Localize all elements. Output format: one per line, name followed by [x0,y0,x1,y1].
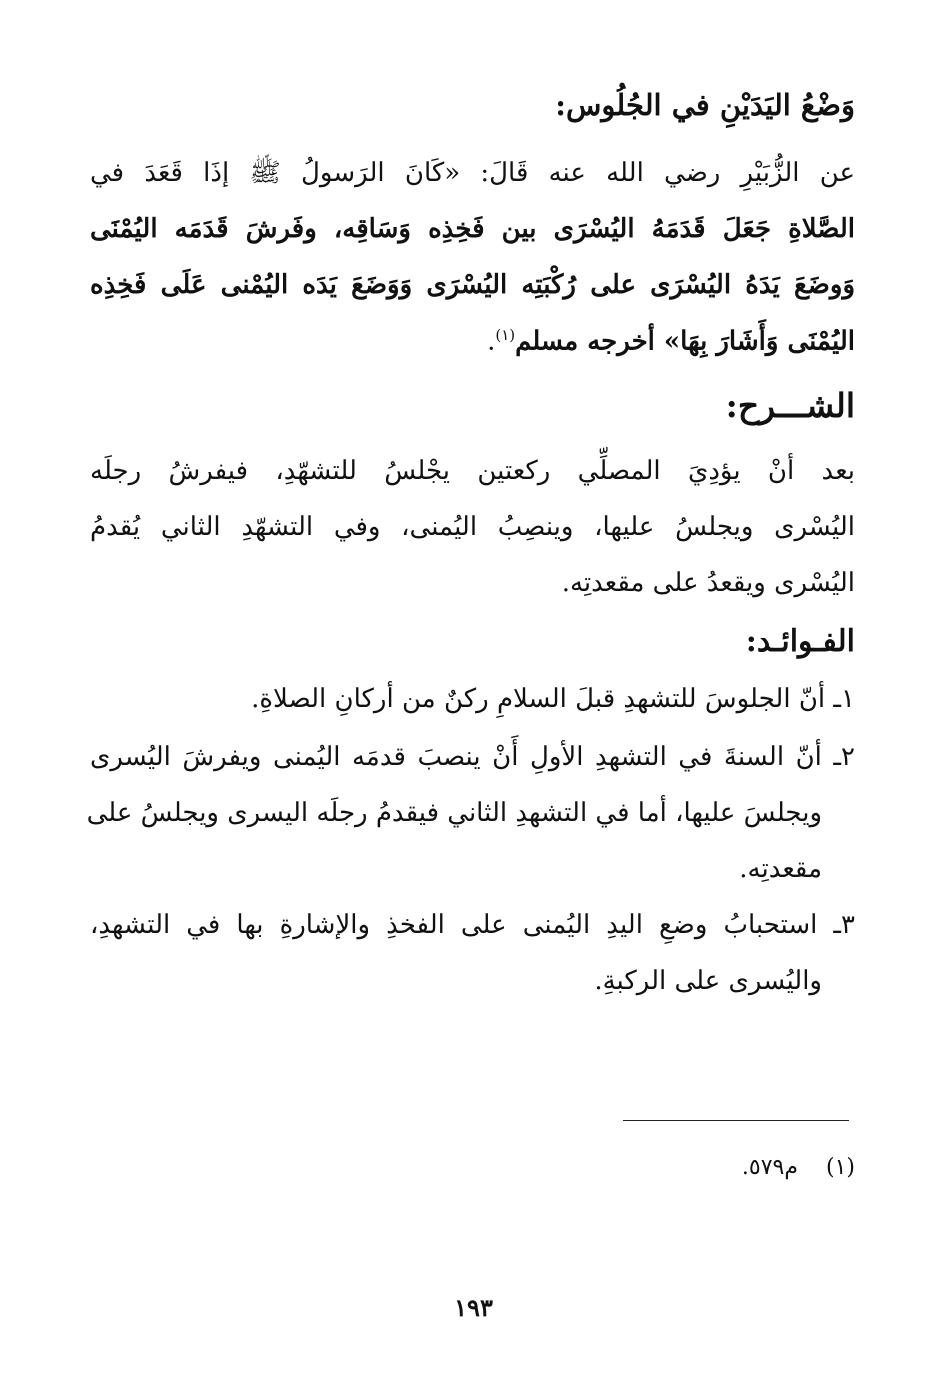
benefit-item-3-line-1: ٣ـ استحبابُ وضعِ اليدِ اليُمنى على الفخذِ والإشارةِ بها في التشهدِ، [90,910,855,940]
footnote-marker: (١) [825,1155,855,1180]
explanation-line-2: اليُسْرى ويجلسُ عليها، وينصِبُ اليُمنى، وفي التشهّدِ الثاني يُقدمُ [90,512,855,542]
hadith-line-4 [90,328,855,355]
footnote-ref[interactable]: (١) [495,326,516,344]
footnote [555,1155,855,1180]
section-heading-benefits: الفـوائـد: [745,624,855,659]
section-heading-hands-position: وَضْعُ اليَدَيْنِ في الجُلُوس: [555,88,855,122]
benefit-item-2-line-3: مقعدتِه. [739,854,822,884]
benefit-item-3-line-2: واليُسرى على الركبةِ. [594,966,822,996]
explanation-line-1: بعد أنْ يؤدِيَ المصلِّي ركعتين يجْلسُ للتشهّدِ، فيفرشُ رجلَه [90,456,855,486]
page-number: ١٩٣ [454,1293,493,1322]
hadith-line-1-text: عن الزُّبَيْرِ رضي الله عنه قَالَ: «كَانَ الرَسولُ ﷺ إذَا قَعَدَ في [90,158,855,188]
footnote-separator [623,1120,849,1121]
section-heading-explanation: الشـــرح: [725,386,855,425]
hadith-line-3: وَوضَعَ يَدَهُ اليُسْرَى على رُكْبَتِه اليُسْرَى وَوَضَعَ يَدَه اليُمْنى عَلَى فَخِذِه [90,270,855,300]
hadith-line-4-end: . [487,326,496,357]
hadith-line-4-text: اليُمْنَى وَأَشَارَ بِهَا» أخرجه مسلم [515,326,855,357]
hadith-line-2: الصَّلاةِ جَعَلَ قَدَمَهُ اليُسْرَى بين فَخِذِه وَسَاقِه، وفَرشَ قَدَمَه اليُمْنَى [90,214,855,244]
hadith-line-1 [90,160,855,186]
explanation-line-3: اليُسْرى ويقعدُ على مقعدتِه. [561,568,855,598]
benefit-item-2-line-2: ويجلسَ عليها، أما في التشهدِ الثاني فيقدمُ رجلَه اليسرى ويجلسُ على [86,798,822,828]
benefit-item-2-line-1: ٢ـ أنّ السنةَ في التشهدِ الأولِ أَنْ ينصبَ قدمَه اليُمنى ويفرشَ اليُسرى [90,742,855,772]
footnote-text: م٥٧٩. [741,1155,798,1180]
benefit-item-1: ١ـ أنّ الجلوسَ للتشهدِ قبلَ السلامِ ركنٌ من أركانِ الصلاةِ. [251,684,855,714]
